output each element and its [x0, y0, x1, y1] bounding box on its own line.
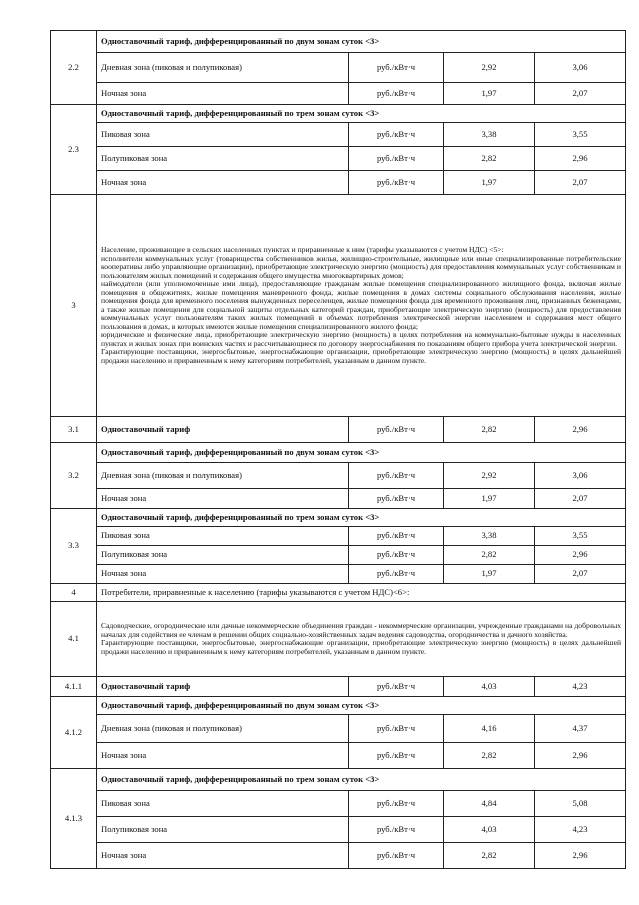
value-cell-2: 3,06 [535, 53, 626, 83]
table-row [51, 843, 626, 869]
value-cell-1: 1,97 [444, 83, 535, 105]
value-cell-2: 2,07 [535, 83, 626, 105]
table-row [51, 791, 626, 817]
table-row [51, 527, 626, 546]
value-cell-1: 4,16 [444, 715, 535, 743]
table-row [51, 769, 626, 791]
value-cell-1: 2,82 [444, 743, 535, 769]
unit-cell: руб./кВт·ч [349, 171, 444, 195]
value-cell-1: 2,82 [444, 546, 535, 565]
tariff-header: Одноставочный тариф, дифференцированный по двум зонам суток <3> [97, 31, 626, 53]
zone-label: Дневная зона (пиковая и полупиковая) [97, 53, 349, 83]
value-cell-1: 4,84 [444, 791, 535, 817]
zone-label: Ночная зона [97, 489, 349, 509]
value-cell-2: 4,23 [535, 817, 626, 843]
zone-label: Полупиковая зона [97, 817, 349, 843]
tariff-header: Одноставочный тариф, дифференцированный по двум зонам суток <3> [97, 697, 626, 715]
unit-cell: руб./кВт·ч [349, 546, 444, 565]
table-row [51, 677, 626, 697]
value-cell-1: 4,03 [444, 677, 535, 697]
unit-cell: руб./кВт·ч [349, 147, 444, 171]
unit-cell: руб./кВт·ч [349, 417, 444, 443]
row-number: 4.1 [51, 602, 97, 677]
value-cell-1: 3,38 [444, 123, 535, 147]
unit-cell: руб./кВт·ч [349, 677, 444, 697]
table-row [51, 31, 626, 53]
zone-label: Полупиковая зона [97, 546, 349, 565]
table-row [51, 443, 626, 463]
zone-label: Пиковая зона [97, 123, 349, 147]
row-number: 2.2 [51, 31, 97, 105]
row-number: 4.1.3 [51, 769, 97, 869]
value-cell-2: 2,07 [535, 171, 626, 195]
zone-label: Дневная зона (пиковая и полупиковая) [97, 463, 349, 489]
value-cell-1: 2,82 [444, 417, 535, 443]
tariff-header: Одноставочный тариф, дифференцированный по трем зонам суток <3> [97, 105, 626, 123]
table-row [51, 83, 626, 105]
row-number: 4.1.1 [51, 677, 97, 697]
table-row [51, 105, 626, 123]
unit-cell: руб./кВт·ч [349, 791, 444, 817]
table-row [51, 565, 626, 584]
value-cell-2: 4,23 [535, 677, 626, 697]
unit-cell: руб./кВт·ч [349, 53, 444, 83]
table-row [51, 489, 626, 509]
description-paragraph: наймодатели (или уполномоченные ими лица), предоставляющие гражданам жилые помещения специализированного жилищного фонда, включая жилые помещения в общежитиях, жилые помещения маневренного фонда, жилые помещения в домах системы социального обслуживания населения, жилые помещения фонда для временного поселения вынужденных переселенцев, жилые помещения фонда для временного проживания лиц, признанных беженцами, а также жилые помещения для социальной защиты отдельных категорий граждан, приобретающие электрическую энергию (мощность) для предоставления коммунальных услуг пользователям таких жилых помещений в объемах потребления электрической энергии населением и содержания мест общего пользования в домах, в которых имеются жилые помещения специализированного жилого фонда; [101, 279, 622, 331]
zone-label: Ночная зона [97, 171, 349, 195]
zone-label: Ночная зона [97, 843, 349, 869]
category-description [97, 602, 626, 677]
value-cell-1: 2,92 [444, 463, 535, 489]
value-cell-2: 5,08 [535, 791, 626, 817]
category-description [97, 195, 626, 417]
tariff-header: Одноставочный тариф, дифференцированный по трем зонам суток <3> [97, 769, 626, 791]
tariff-header: Одноставочный тариф, дифференцированный по трем зонам суток <3> [97, 509, 626, 527]
zone-label: Пиковая зона [97, 527, 349, 546]
unit-cell: руб./кВт·ч [349, 565, 444, 584]
table-row [51, 715, 626, 743]
tariff-header: Одноставочный тариф, дифференцированный по двум зонам суток <3> [97, 443, 626, 463]
unit-cell: руб./кВт·ч [349, 715, 444, 743]
row-number: 4.1.2 [51, 697, 97, 769]
value-cell-2: 2,96 [535, 147, 626, 171]
value-cell-2: 2,96 [535, 843, 626, 869]
category-title: Потребители, приравненные к населению (тарифы указываются с учетом НДС)<6>: [97, 584, 626, 602]
value-cell-1: 4,03 [444, 817, 535, 843]
row-number: 2.3 [51, 105, 97, 195]
value-cell-1: 1,97 [444, 565, 535, 584]
zone-label: Ночная зона [97, 565, 349, 584]
value-cell-2: 2,96 [535, 417, 626, 443]
value-cell-1: 1,97 [444, 489, 535, 509]
zone-label: Полупиковая зона [97, 147, 349, 171]
zone-label: Пиковая зона [97, 791, 349, 817]
row-number: 3.1 [51, 417, 97, 443]
row-number: 3.3 [51, 509, 97, 584]
table-row [51, 743, 626, 769]
description-paragraph: исполнители коммунальных услуг (товарищества собственников жилья, жилищно-строительные, жилищные или иные специализированные потребительские кооперативы либо управляющие организации), приобретающие электрическую энергию (мощность) для предоставления коммунальных услуг собственникам и пользователям жилых помещений и содержания общего имущества многоквартирных домов; [101, 253, 622, 280]
table-row [51, 147, 626, 171]
table-row [51, 602, 626, 677]
unit-cell: руб./кВт·ч [349, 743, 444, 769]
table-row [51, 509, 626, 527]
value-cell-2: 2,96 [535, 546, 626, 565]
tariff-header: Одноставочный тариф [97, 417, 349, 443]
description-paragraph: Гарантирующие поставщики, энергосбытовые, энергоснабжающие организации, приобретающие электрическую энергию (мощность) в целях дальнейшей продажи населению и приравненным к нему категориям потребителей, указанным в данном пункте. [101, 347, 622, 365]
description-paragraph: Садоводческие, огороднические или дачные некоммерческие объединения граждан - некоммерческие организации, учрежденные гражданами на добровольных началах для содействия ее членам в решении общих социально-хозяйственных задач ведения садоводства, огородничества и дачного хозяйства. [101, 621, 622, 639]
zone-label: Ночная зона [97, 83, 349, 105]
row-number: 4 [51, 584, 97, 602]
tariff-table [50, 30, 626, 869]
table-row [51, 53, 626, 83]
table-row [51, 817, 626, 843]
unit-cell: руб./кВт·ч [349, 843, 444, 869]
unit-cell: руб./кВт·ч [349, 489, 444, 509]
zone-label: Ночная зона [97, 743, 349, 769]
description-paragraph: Гарантирующие поставщики, энергосбытовые, энергоснабжающие организации, приобретающие электрическую энергию (мощность) в целях дальнейшей продажи населению и приравненным к нему категориям потребителей, указанным в данном пункте. [101, 638, 622, 656]
table-row [51, 123, 626, 147]
description-paragraph: юридические и физические лица, приобретающие электрическую энергию (мощность) в целях потребления на коммунально-бытовые нужды в населенных пунктах и жилых зонах при воинских частях и рассчитывающиеся по договору энергоснабжения по показаниям общего прибора учета электрической энергии. [101, 330, 622, 348]
value-cell-1: 1,97 [444, 171, 535, 195]
description-paragraph: Население, проживающее в сельских населенных пунктах и приравненные к ним (тарифы указываются с учетом НДС) <5>: [101, 245, 504, 254]
value-cell-2: 3,06 [535, 463, 626, 489]
table-row [51, 697, 626, 715]
unit-cell: руб./кВт·ч [349, 123, 444, 147]
table-row [51, 195, 626, 417]
value-cell-2: 2,07 [535, 565, 626, 584]
tariff-header: Одноставочный тариф [97, 677, 349, 697]
value-cell-2: 3,55 [535, 527, 626, 546]
unit-cell: руб./кВт·ч [349, 527, 444, 546]
zone-label: Дневная зона (пиковая и полупиковая) [97, 715, 349, 743]
value-cell-2: 2,07 [535, 489, 626, 509]
value-cell-1: 2,82 [444, 843, 535, 869]
table-row [51, 584, 626, 602]
value-cell-2: 3,55 [535, 123, 626, 147]
row-number: 3.2 [51, 443, 97, 509]
row-number: 3 [51, 195, 97, 417]
unit-cell: руб./кВт·ч [349, 83, 444, 105]
value-cell-1: 3,38 [444, 527, 535, 546]
value-cell-1: 2,82 [444, 147, 535, 171]
table-row [51, 463, 626, 489]
unit-cell: руб./кВт·ч [349, 463, 444, 489]
table-row [51, 546, 626, 565]
table-row [51, 171, 626, 195]
table-row [51, 417, 626, 443]
value-cell-1: 2,92 [444, 53, 535, 83]
value-cell-2: 4,37 [535, 715, 626, 743]
value-cell-2: 2,96 [535, 743, 626, 769]
unit-cell: руб./кВт·ч [349, 817, 444, 843]
